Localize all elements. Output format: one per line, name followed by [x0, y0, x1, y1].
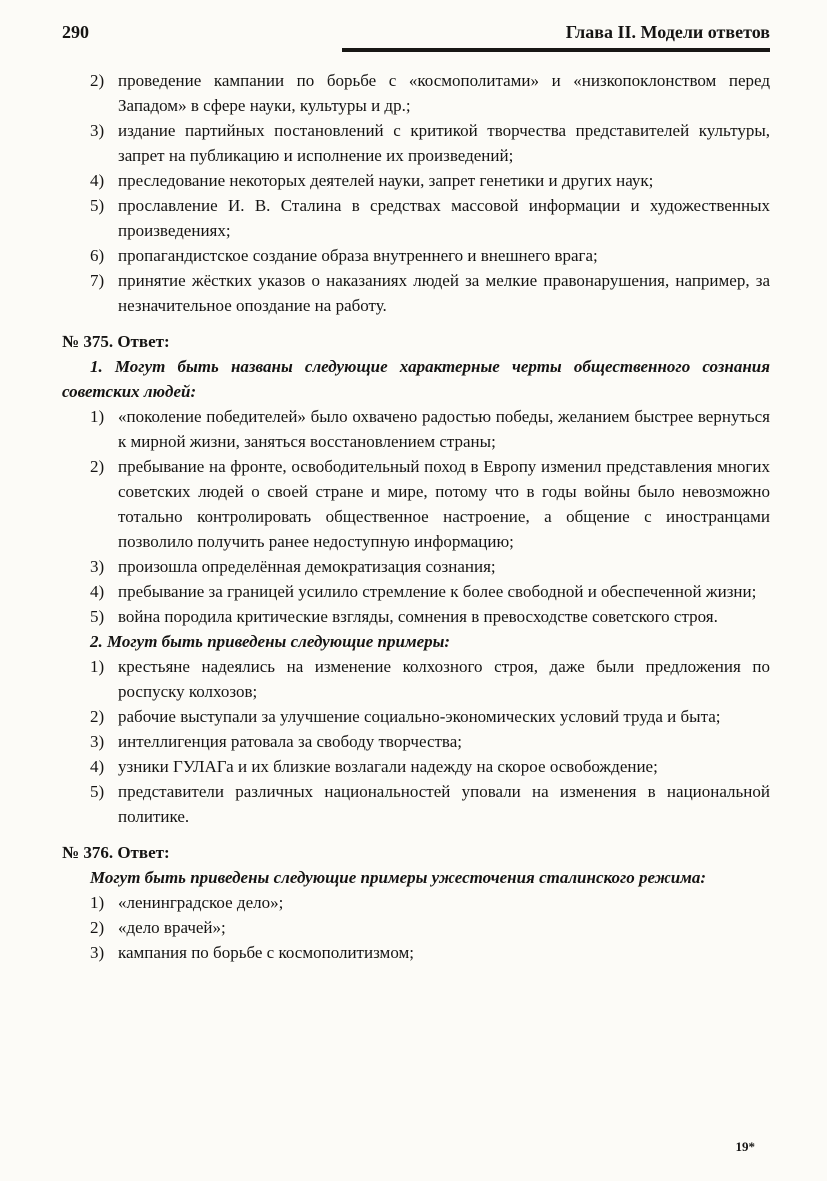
- item-text: преследование некоторых деятелей науки, запрет генетики и других наук;: [118, 171, 654, 190]
- item-number: 2): [90, 918, 105, 937]
- item-number: 4): [90, 171, 105, 190]
- item-number: 2): [90, 457, 105, 476]
- item-text: издание партийных постановлений с критикой творчества представителей культуры, запрет на публикацию и исполнение их произведений;: [118, 121, 770, 165]
- item-text: представители различных национальностей уповали на изменения в национальной политике.: [118, 782, 770, 826]
- list-item: [90, 268, 770, 318]
- list-item: [90, 704, 770, 729]
- item-text: прославление И. В. Сталина в средствах массовой информации и художественных произведениях;: [118, 196, 770, 240]
- running-title: Глава II. Модели ответов: [565, 22, 770, 42]
- list-item: [90, 940, 770, 965]
- header-rule-divider: [342, 48, 770, 52]
- item-number: 3): [90, 557, 105, 576]
- item-number: 2): [90, 71, 105, 90]
- page-body: [62, 68, 770, 965]
- list-item: [90, 168, 770, 193]
- item-text: война породила критические взгляды, сомнения в превосходстве советского строя.: [118, 607, 718, 626]
- intro-list: [62, 68, 770, 318]
- item-text: проведение кампании по борьбе с «космополитами» и «низкопоклонством перед Западом» в сфере науки, культуры и др.;: [118, 71, 770, 115]
- list-item: [90, 118, 770, 168]
- printer-signature-mark: 19*: [735, 1139, 755, 1154]
- item-number: 6): [90, 246, 105, 265]
- answer-376-heading: № 376. Ответ:: [62, 843, 170, 862]
- answer-375-heading: № 375. Ответ:: [62, 332, 170, 351]
- answer-375-section1-title: 1. Могут быть названы следующие характерные черты общественного сознания советских людей:: [62, 357, 770, 401]
- item-text: пребывание за границей усилило стремление к более свободной и обеспеченной жизни;: [118, 582, 757, 601]
- item-text: произошла определённая демократизация сознания;: [118, 557, 496, 576]
- list-item: [90, 654, 770, 704]
- answer-376-intro: Могут быть приведены следующие примеры ужесточения сталинского режима:: [90, 868, 707, 887]
- answer-376-list: [62, 890, 770, 965]
- item-number: 3): [90, 121, 105, 140]
- list-item: [90, 729, 770, 754]
- item-number: 1): [90, 407, 105, 426]
- item-text: интеллигенция ратовала за свободу творчества;: [118, 732, 462, 751]
- list-item: [90, 404, 770, 454]
- answer-375-section2-list: [62, 654, 770, 829]
- item-text: рабочие выступали за улучшение социально-экономических условий труда и быта;: [118, 707, 721, 726]
- list-item: [90, 915, 770, 940]
- item-text: «ленинградское дело»;: [118, 893, 284, 912]
- item-number: 2): [90, 707, 105, 726]
- list-item: [90, 579, 770, 604]
- list-item: [90, 243, 770, 268]
- list-item: [90, 68, 770, 118]
- list-item: [90, 890, 770, 915]
- item-text: «дело врачей»;: [118, 918, 226, 937]
- item-number: 1): [90, 657, 105, 676]
- answer-375-section1-list: [62, 404, 770, 629]
- page-number: 290: [62, 22, 89, 42]
- item-number: 1): [90, 893, 105, 912]
- item-text: кампания по борьбе с космополитизмом;: [118, 943, 414, 962]
- item-text: пребывание на фронте, освободительный поход в Европу изменил представления многих советских людей о своей стране и мире, потому что в годы войны было невозможно тотально контролировать общественное настроение, а общение с иностранцами позволило получить ранее недоступную информацию;: [118, 457, 770, 551]
- item-text: принятие жёстких указов о наказаниях людей за мелкие правонарушения, например, за незначительное опоздание на работу.: [118, 271, 770, 315]
- item-number: 5): [90, 782, 105, 801]
- list-item: [90, 554, 770, 579]
- list-item: [90, 193, 770, 243]
- item-text: пропагандистское создание образа внутреннего и внешнего врага;: [118, 246, 598, 265]
- list-item: [90, 754, 770, 779]
- answer-375-section2-title: 2. Могут быть приведены следующие примеры:: [90, 632, 451, 651]
- item-text: узники ГУЛАГа и их близкие возлагали надежду на скорое освобождение;: [118, 757, 658, 776]
- item-number: 7): [90, 271, 105, 290]
- page-header: [62, 20, 770, 52]
- list-item: [90, 604, 770, 629]
- item-number: 5): [90, 196, 105, 215]
- list-item: [90, 454, 770, 554]
- item-number: 5): [90, 607, 105, 626]
- list-item: [90, 779, 770, 829]
- item-number: 3): [90, 732, 105, 751]
- item-number: 4): [90, 582, 105, 601]
- item-text: крестьяне надеялись на изменение колхозного строя, даже были предложения по роспуску колхозов;: [118, 657, 770, 701]
- item-number: 3): [90, 943, 105, 962]
- item-number: 4): [90, 757, 105, 776]
- item-text: «поколение победителей» было охвачено радостью победы, желанием быстрее вернуться к мирной жизни, заняться восстановлением страны;: [118, 407, 770, 451]
